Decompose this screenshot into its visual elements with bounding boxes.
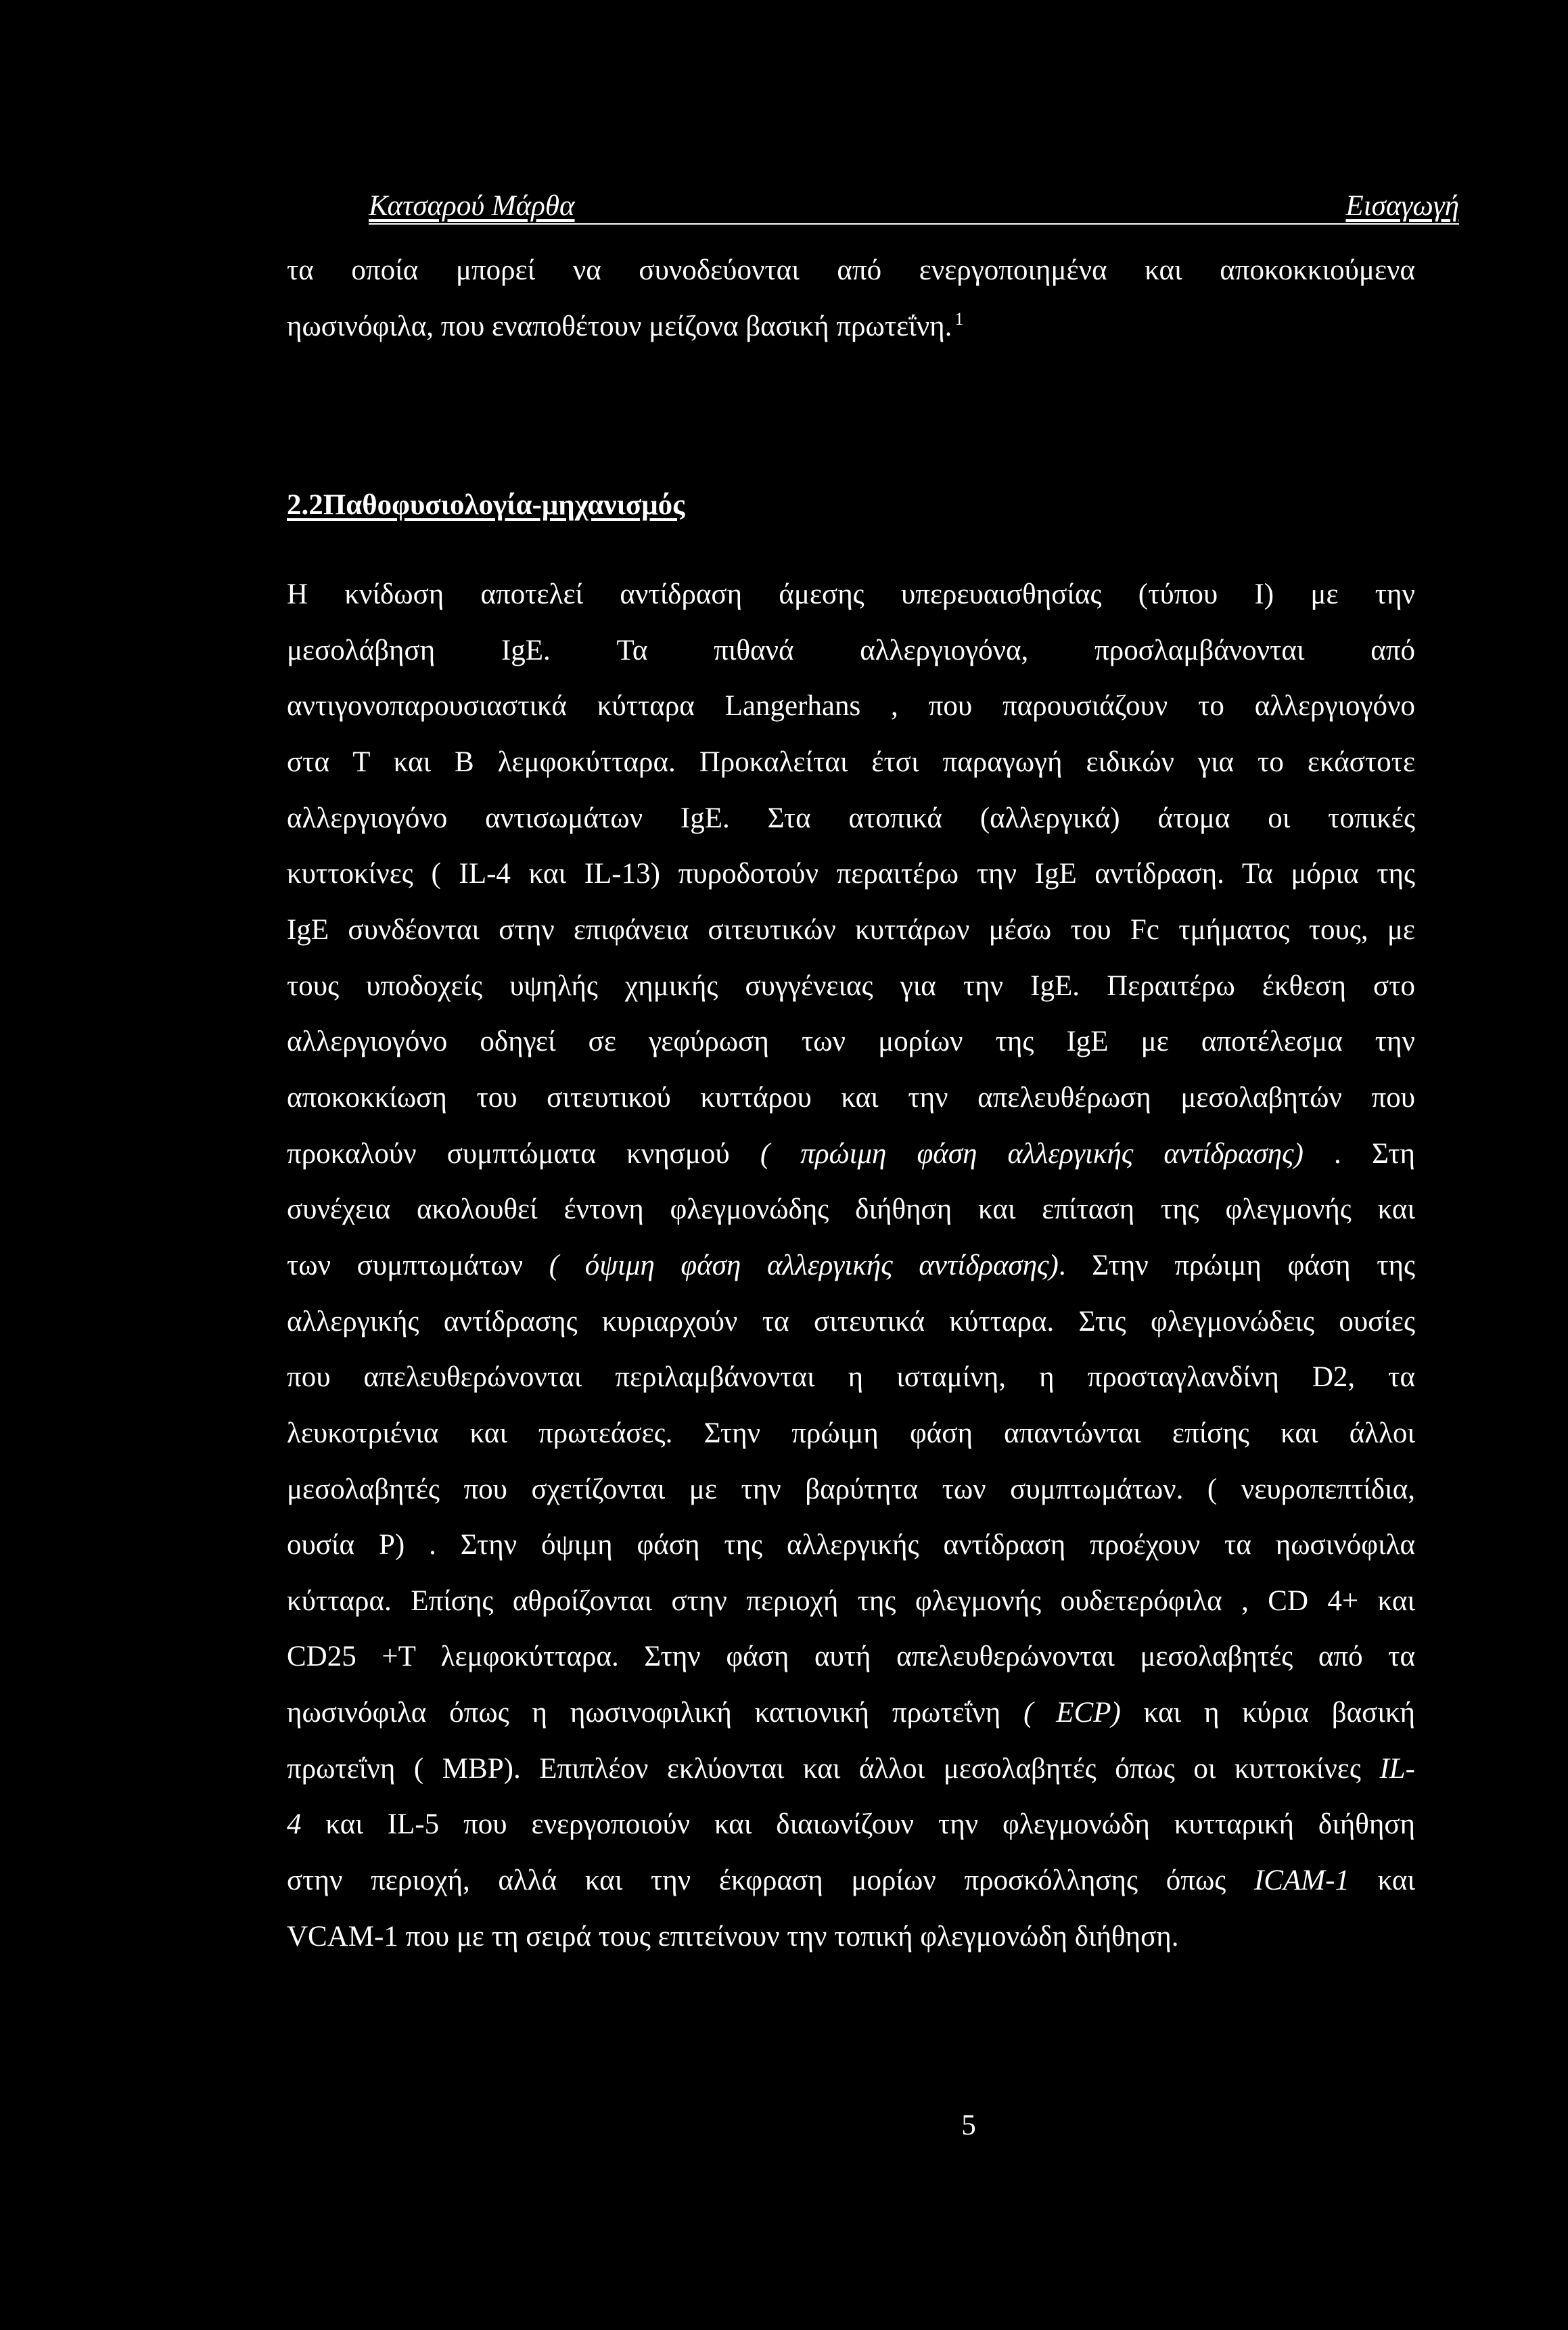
intro-line bbox=[287, 299, 1415, 355]
section-heading: 2.2Παθοφυσιολογία-μηχανισμός bbox=[287, 489, 685, 521]
body-text: και bbox=[1349, 1865, 1415, 1897]
italic-text: 4 bbox=[287, 1808, 302, 1841]
body-text: των συμπτωμάτων bbox=[287, 1249, 549, 1281]
body-line: κύτταρα. Επίσης αθροίζονται στην περιοχή της φλεγμονής ουδετερόφιλα , CD 4+ και bbox=[287, 1584, 1415, 1617]
italic-text: ( όψιμη φάση αλλεργικής αντίδρασης) bbox=[549, 1249, 1059, 1281]
body-line: CD25 +T λεμφοκύτταρα. Στην φάση αυτή απελευθερώνονται μεσολαβητές από τα bbox=[287, 1641, 1415, 1673]
body-line: VCAM-1 που με τη σειρά τους επιτείνουν την τοπική φλεγμονώδη διήθηση. bbox=[287, 1920, 1179, 1952]
body-line bbox=[287, 1741, 1415, 1798]
body-text: . Στη bbox=[1303, 1137, 1415, 1170]
body-line: που απελευθερώνονται περιλαμβάνονται η ισταμίνη, η προσταγλανδίνη D2, τα bbox=[287, 1361, 1415, 1394]
body-line bbox=[287, 1126, 1415, 1183]
body-line: αντιγονοπαρουσιαστικά κύτταρα Langerhans , που παρουσιάζουν το αλλεργιογόνο bbox=[287, 690, 1415, 723]
italic-text: ( πρώιμη φάση αλλεργικής αντίδρασης) bbox=[760, 1137, 1304, 1170]
intro-paragraph bbox=[287, 243, 1415, 355]
intro-line: τα οποία μπορεί να συνοδεύονται από ενεργοποιημένα και αποκοκκιούμενα bbox=[287, 254, 1415, 286]
body-line: μεσολαβητές που σχετίζονται με την βαρύτητα των συμπτωμάτων. ( νευροπεπτίδια, bbox=[287, 1473, 1415, 1505]
body-line: αλλεργιογόνο οδηγεί σε γεφύρωση των μορίων της IgE με αποτέλεσμα την bbox=[287, 1026, 1415, 1058]
body-text: και η κύρια βασική bbox=[1120, 1697, 1416, 1729]
italic-text: ICAM-1 bbox=[1253, 1865, 1350, 1897]
body-line: αλλεργιογόνο αντισωμάτων IgE. Στα ατοπικά (αλλεργικά) άτομα οι τοπικές bbox=[287, 802, 1415, 834]
body-line bbox=[287, 1238, 1415, 1294]
body-line: λευκοτριένια και πρωτεάσες. Στην πρώιμη φάση απαντώνται επίσης και άλλοι bbox=[287, 1417, 1415, 1449]
body-line bbox=[287, 1797, 1415, 1853]
page-number: 5 bbox=[961, 2109, 976, 2141]
body-text: στην περιοχή, αλλά και την έκφραση μορίων προσκόλλησης όπως bbox=[287, 1865, 1254, 1897]
body-line: ουσία Ρ) . Στην όψιμη φάση της αλλεργικής αντίδραση προέχουν τα ηωσινόφιλα bbox=[287, 1529, 1415, 1561]
intro-line-text: ηωσινόφιλα, που εναποθέτουν μείζονα βασική πρωτεΐνη. bbox=[287, 310, 952, 342]
body-line bbox=[287, 1685, 1415, 1741]
page-header bbox=[369, 189, 1459, 225]
body-text: και IL-5 που ενεργοποιούν και διαιωνίζουν την φλεγμονώδη κυτταρική διήθηση bbox=[301, 1808, 1415, 1841]
body-line bbox=[287, 1853, 1415, 1909]
body-line: τους υποδοχείς υψηλής χημικής συγγένειας για την IgE. Περαιτέρω έκθεση στο bbox=[287, 969, 1415, 1002]
italic-text: IL- bbox=[1379, 1752, 1415, 1785]
body-line: αλλεργικής αντίδρασης κυριαρχούν τα σιτευτικά κύτταρα. Στις φλεγμονώδεις ουσίες bbox=[287, 1305, 1415, 1338]
body-line: συνέχεια ακολουθεί έντονη φλεγμονώδης διήθηση και επίταση της φλεγμονής και bbox=[287, 1193, 1415, 1226]
footnote-reference: 1 bbox=[954, 309, 964, 329]
body-line: IgE συνδέονται στην επιφάνεια σιτευτικών κυττάρων μέσω του Fc τμήματος τους, με bbox=[287, 913, 1415, 946]
body-line: αποκοκκίωση του σιτευτικού κυττάρου και την απελευθέρωση μεσολαβητών που bbox=[287, 1081, 1415, 1114]
body-line: κυττοκίνες ( IL-4 και IL-13) πυροδοτούν περαιτέρω την IgE αντίδραση. Τα μόρια της bbox=[287, 858, 1415, 890]
body-paragraph bbox=[287, 567, 1415, 1965]
body-text: ηωσινόφιλα όπως η ηωσινοφιλική κατιονική πρωτεΐνη bbox=[287, 1697, 1024, 1729]
body-text: προκαλούν συμπτώματα κνησμού bbox=[287, 1137, 760, 1170]
body-line: Η κνίδωση αποτελεί αντίδραση άμεσης υπερευαισθησίας (τύπου Ι) με την bbox=[287, 578, 1415, 610]
body-text: πρωτεΐνη ( MBP). Επιπλέον εκλύονται και άλλοι μεσολαβητές όπως οι κυττοκίνες bbox=[287, 1752, 1380, 1785]
body-line: στα Τ και Β λεμφοκύτταρα. Προκαλείται έτσι παραγωγή ειδικών για το εκάστοτε bbox=[287, 746, 1415, 778]
body-text: . Στην πρώιμη φάση της bbox=[1058, 1249, 1415, 1281]
header-section: Εισαγωγή bbox=[1345, 190, 1459, 222]
italic-text: ( ECP) bbox=[1023, 1697, 1121, 1729]
body-line: μεσολάβηση IgE. Τα πιθανά αλλεργιογόνα, προσλαμβάνονται από bbox=[287, 634, 1415, 666]
header-author: Κατσαρού Μάρθα bbox=[369, 190, 575, 222]
